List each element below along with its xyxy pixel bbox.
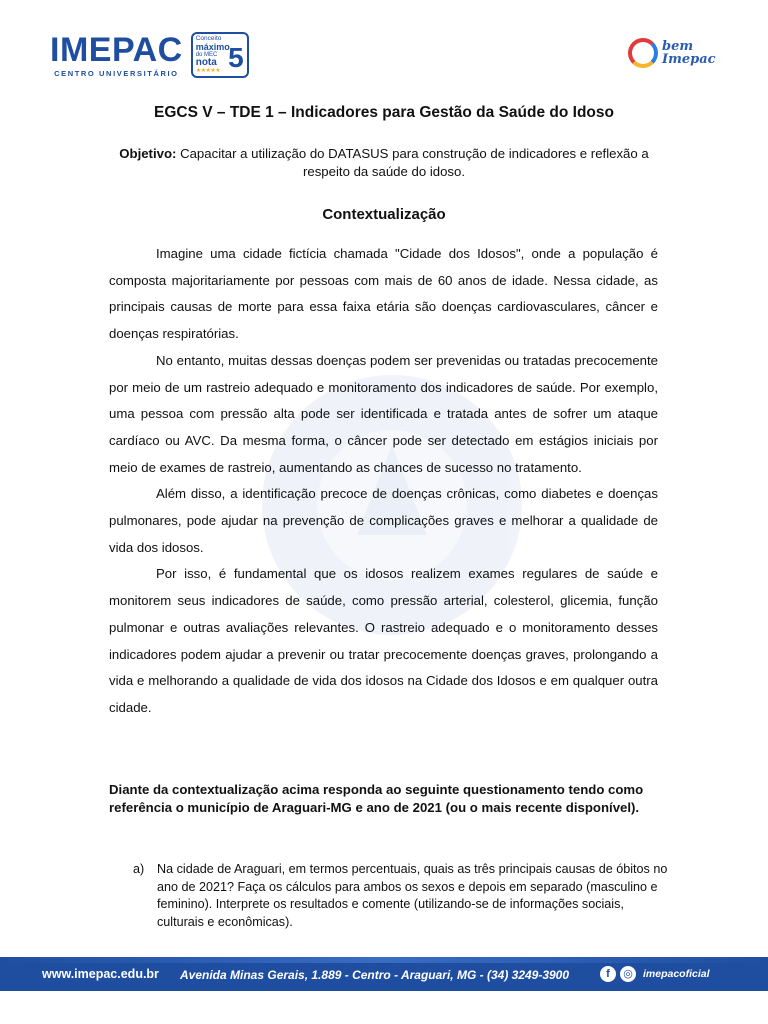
- badge-line3: do MEC: [195, 51, 218, 58]
- badge-grade: 5: [228, 42, 244, 73]
- instagram-icon[interactable]: ◎: [620, 966, 636, 982]
- social-handle[interactable]: imepacoficial: [643, 968, 710, 980]
- badge-line2: máximo: [195, 41, 230, 52]
- badge-stars: ★★★★★: [195, 67, 221, 74]
- document-title: EGCS V – TDE 1 – Indicadores para Gestão da Saúde do Idoso: [154, 104, 614, 121]
- bem-imepac-icon: [628, 38, 658, 68]
- badge-line1: Conceito: [195, 35, 222, 42]
- footer-wave: [0, 957, 768, 963]
- objective: [100, 145, 668, 181]
- logo-name: IMEPAC: [50, 30, 183, 69]
- item-text: Na cidade de Araguari, em termos percentuais, quais as três principais causas de óbitos no ano de 2021? Faça os cálculos para ambos os sexos e depois em separado (masculino e feminino). Interprete os resultados e comente (utilizando-se de informações sociais, culturais e econômicas).: [157, 862, 668, 929]
- section-title: Contextualização: [322, 206, 446, 223]
- paragraph: Por isso, é fundamental que os idosos realizem exames regulares de saúde e monitorem seus indicadores de saúde, como pressão arterial, colesterol, glicemia, função pulmonar e outras avaliações relevantes. O rastreio adequado e o monitoramento desses indicadores podem ajudar a prevenir ou tratar precocemente doenças graves, prolongando a vida e melhorando a qualidade de vida dos idosos na Cidade dos Idosos e em qualquer outra cidade.: [109, 566, 658, 715]
- footer-address: Avenida Minas Gerais, 1.889 - Centro - Araguari, MG - (34) 3249-3900: [180, 968, 570, 982]
- imepac-logo: [50, 32, 249, 78]
- question-item: [133, 861, 668, 931]
- mec-grade-badge: [191, 32, 249, 78]
- footer-website-link[interactable]: www.imepac.edu.br: [42, 967, 159, 981]
- question-prompt: Diante da contextualização acima responda ao seguinte questionamento tendo como referência o município de Araguari-MG e ano de 2021 (ou o mais recente disponível).: [109, 782, 644, 815]
- footer-social: [600, 966, 710, 982]
- footer-bar: [0, 961, 768, 991]
- logo-wordmark: [50, 30, 183, 78]
- paragraph: No entanto, muitas dessas doenças podem ser prevenidas ou tratadas precocemente por meio de um rastreio adequado e monitoramento dos indicadores de saúde. Por exemplo, uma pessoa com pressão alta pode ser identificada e tratada antes de sofrer um ataque cardíaco ou AVC. Da mesma forma, o câncer pode ser detectado em estágios iniciais por meio de exames de rastreio, aumentando as chances de sucesso no tratamento.: [109, 352, 658, 475]
- bem-imepac-text: bem Imepac: [662, 39, 716, 67]
- body-text: [109, 241, 658, 722]
- paragraph: Além disso, a identificação precoce de doenças crônicas, como diabetes e doenças pulmonares, pode ajudar na prevenção de complicações graves e melhorar a qualidade de vida dos idosos.: [109, 486, 658, 555]
- bem-imepac-logo: [628, 38, 728, 74]
- paragraph: Imagine uma cidade fictícia chamada "Cidade dos Idosos", onde a população é composta majoritariamente por pessoas com mais de 60 anos de idade. Nessa cidade, as principais causas de morte para essa faixa etária são doenças cardiovasculares, câncer e doenças respiratórias.: [109, 246, 658, 342]
- objective-label: Objetivo:: [119, 146, 177, 161]
- facebook-icon[interactable]: f: [600, 966, 616, 982]
- logo-subtitle: CENTRO UNIVERSITÁRIO: [54, 68, 179, 78]
- badge-line4: nota: [195, 56, 217, 68]
- objective-text: Capacitar a utilização do DATASUS para construção de indicadores e reflexão a respeito da saúde do idoso.: [176, 146, 649, 179]
- item-label: a): [133, 862, 145, 876]
